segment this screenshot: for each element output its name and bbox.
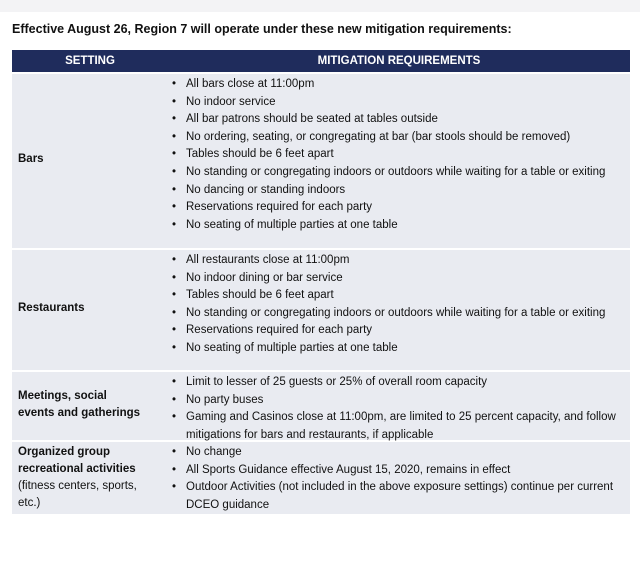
top-strip [0,0,640,12]
setting-meetings [18,388,168,422]
list-item: • No change [168,444,616,462]
page-heading: Effective August 26, Region 7 will operate under these new mitigation requirements: [12,22,512,36]
mitigation-list [168,76,616,234]
list-item: • No indoor dining or bar service [168,270,616,288]
list-item: • No indoor service [168,94,616,112]
list-item: • All restaurants close at 11:00pm [168,252,616,270]
table-row-meetings [12,372,630,440]
list-item: • Reservations required for each party [168,322,616,340]
setting-label-line2: recreational activities [18,463,136,475]
list-item: • All Sports Guidance effective August 15, 2020, remains in effect [168,462,616,480]
mitigation-list [168,252,616,358]
list-item: • No dancing or standing indoors [168,182,616,200]
setting-organized-group [18,444,168,512]
setting-sub-line1: (fitness centers, sports, [18,480,137,492]
table-row-organized-group [12,442,630,514]
list-item: • Tables should be 6 feet apart [168,287,616,305]
list-item: • No party buses [168,392,616,410]
setting-bars [18,151,168,168]
setting-sub-line2: etc.) [18,497,41,509]
list-item: • All bar patrons should be seated at tables outside [168,111,616,129]
header-mitigation: MITIGATION REQUIREMENTS [317,55,481,67]
table-header [12,50,630,72]
table-row-bars [12,74,630,248]
list-item: • No ordering, seating, or congregating at bar (bar stools should be removed) [168,129,616,147]
mitigation-list [168,374,616,444]
setting-restaurants [18,300,168,317]
setting-label-line1: Meetings, social [18,390,107,402]
header-setting: SETTING [65,55,115,67]
list-item: • Outdoor Activities (not included in the above exposure settings) continue per current DCEO guidance [168,479,616,514]
setting-label-line2: events and gatherings [18,407,141,419]
list-item: • Gaming and Casinos close at 11:00pm, are limited to 25 percent capacity, and follow mitigations for bars and restaurants, if applicable [168,409,616,444]
list-item: • All bars close at 11:00pm [168,76,616,94]
mitigation-list [168,444,616,514]
table-row-restaurants [12,250,630,370]
list-item: • Limit to lesser of 25 guests or 25% of overall room capacity [168,374,616,392]
list-item: • No standing or congregating indoors or outdoors while waiting for a table or exiting [168,164,616,182]
list-item: • No seating of multiple parties at one table [168,217,616,235]
setting-label: Restaurants [18,302,85,314]
list-item: • No seating of multiple parties at one table [168,340,616,358]
setting-label: Bars [18,153,44,165]
setting-label-line1: Organized group [18,446,110,458]
list-item: • No standing or congregating indoors or outdoors while waiting for a table or exiting [168,305,616,323]
list-item: • Tables should be 6 feet apart [168,146,616,164]
list-item: • Reservations required for each party [168,199,616,217]
